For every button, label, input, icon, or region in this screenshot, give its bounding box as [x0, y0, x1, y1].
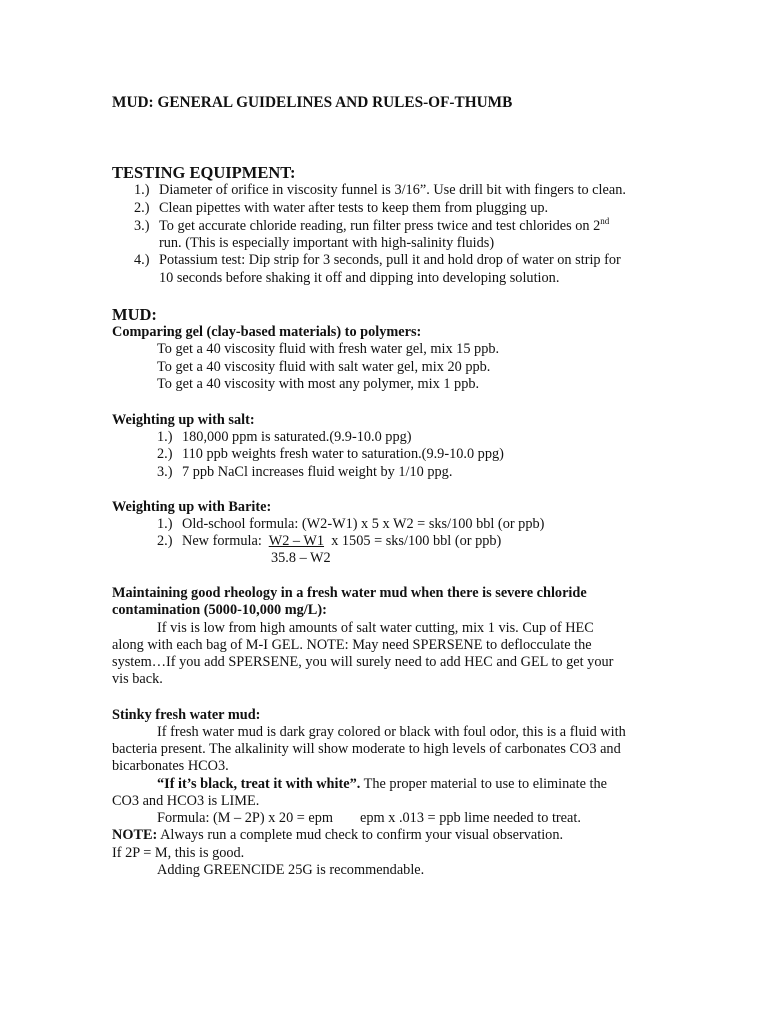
list-item-continuation: run. (This is especially important with high-salinity fluids)	[159, 235, 495, 251]
list-number: 1.)	[134, 182, 150, 198]
superscript: nd	[600, 216, 610, 226]
list-item	[134, 182, 626, 199]
list-number: 1.)	[157, 516, 173, 532]
quote-rest: The proper material to use to eliminate the	[360, 776, 607, 792]
testing-equipment-heading: TESTING EQUIPMENT:	[112, 163, 296, 182]
stinky-line: If fresh water mud is dark gray colored or black with foul odor, this is a fluid with	[157, 724, 626, 740]
quote-line	[157, 776, 607, 793]
list-item	[157, 516, 544, 533]
list-number: 2.)	[157, 533, 173, 549]
list-number: 4.)	[134, 252, 150, 268]
list-item	[134, 200, 548, 217]
formula-label: Formula: (M – 2P) x 20 = epm	[157, 810, 334, 826]
list-number: 3.)	[157, 464, 173, 480]
barite-formula	[157, 533, 501, 550]
barite-heading: Weighting up with Barite:	[112, 499, 272, 515]
gel-line: To get a 40 viscosity with most any polymer, mix 1 ppb.	[157, 376, 480, 392]
list-text: 7 ppb NaCl increases fluid weight by 1/10 ppg.	[182, 464, 453, 480]
list-number: 2.)	[134, 200, 150, 216]
stinky-line: bicarbonates HCO3.	[112, 758, 229, 774]
formula-numerator: W2 – W1	[268, 533, 325, 549]
rheology-line: along with each bag of M-I GEL. NOTE: May need SPERSENE to deflocculate the	[112, 637, 592, 653]
list-number: 2.)	[157, 446, 173, 462]
gel-line: To get a 40 viscosity fluid with salt water gel, mix 20 ppb.	[157, 359, 491, 375]
list-item	[157, 446, 504, 463]
list-item-continuation: 10 seconds before shaking it off and dipping into developing solution.	[159, 270, 560, 286]
rheology-line: vis back.	[112, 671, 163, 687]
list-item	[134, 252, 621, 269]
formula-line	[157, 810, 581, 827]
if-line: If 2P = M, this is good.	[112, 845, 245, 861]
stinky-line: bacteria present. The alkalinity will show moderate to high levels of carbonates CO3 and	[112, 741, 621, 757]
list-text: 180,000 ppm is saturated.(9.9-10.0 ppg)	[182, 429, 412, 445]
gel-line: To get a 40 viscosity fluid with fresh water gel, mix 15 ppb.	[157, 341, 500, 357]
quote-cont: CO3 and HCO3 is LIME.	[112, 793, 260, 809]
rheology-line: If vis is low from high amounts of salt water cutting, mix 1 vis. Cup of HEC	[157, 620, 594, 636]
note-line	[112, 827, 563, 844]
page-title: MUD: GENERAL GUIDELINES AND RULES-OF-THUMB	[112, 94, 513, 111]
list-item	[157, 429, 412, 446]
formula-suffix: x 1505 = sks/100 bbl (or ppb)	[331, 533, 502, 549]
gel-heading: Comparing gel (clay-based materials) to polymers:	[112, 324, 422, 340]
rheology-line: system…If you add SPERSENE, you will surely need to add HEC and GEL to get your	[112, 654, 614, 670]
note-text: Always run a complete mud check to confirm your visual observation.	[157, 827, 564, 843]
list-number: 3.)	[134, 218, 150, 234]
list-text: To get accurate chloride reading, run filter press twice and test chlorides on 2	[159, 218, 601, 234]
quote-bold: “If it’s black, treat it with white”.	[157, 776, 361, 792]
list-number: 1.)	[157, 429, 173, 445]
salt-heading: Weighting up with salt:	[112, 412, 255, 428]
list-item	[134, 218, 609, 235]
formula-prefix: New formula:	[182, 533, 262, 549]
formula-rest: epm x .013 = ppb lime needed to treat.	[360, 810, 581, 826]
stinky-heading: Stinky fresh water mud:	[112, 707, 261, 723]
list-text: Old-school formula: (W2-W1) x 5 x W2 = sks/100 bbl (or ppb)	[182, 516, 545, 532]
mud-heading: MUD:	[112, 305, 157, 324]
greencide-line: Adding GREENCIDE 25G is recommendable.	[157, 862, 425, 878]
list-text: Clean pipettes with water after tests to keep them from plugging up.	[159, 200, 549, 216]
note-label: NOTE:	[112, 827, 158, 843]
list-item	[157, 464, 452, 481]
list-text: Potassium test: Dip strip for 3 seconds, pull it and hold drop of water on strip for	[159, 252, 621, 268]
list-text: Diameter of orifice in viscosity funnel is 3/16”. Use drill bit with fingers to clean.	[159, 182, 626, 198]
list-text: 110 ppb weights fresh water to saturation.(9.9-10.0 ppg)	[182, 446, 504, 462]
formula-denominator: 35.8 – W2	[271, 550, 331, 566]
rheology-heading-cont: contamination (5000-10,000 mg/L):	[112, 602, 327, 618]
rheology-heading: Maintaining good rheology in a fresh water mud when there is severe chloride	[112, 585, 587, 601]
